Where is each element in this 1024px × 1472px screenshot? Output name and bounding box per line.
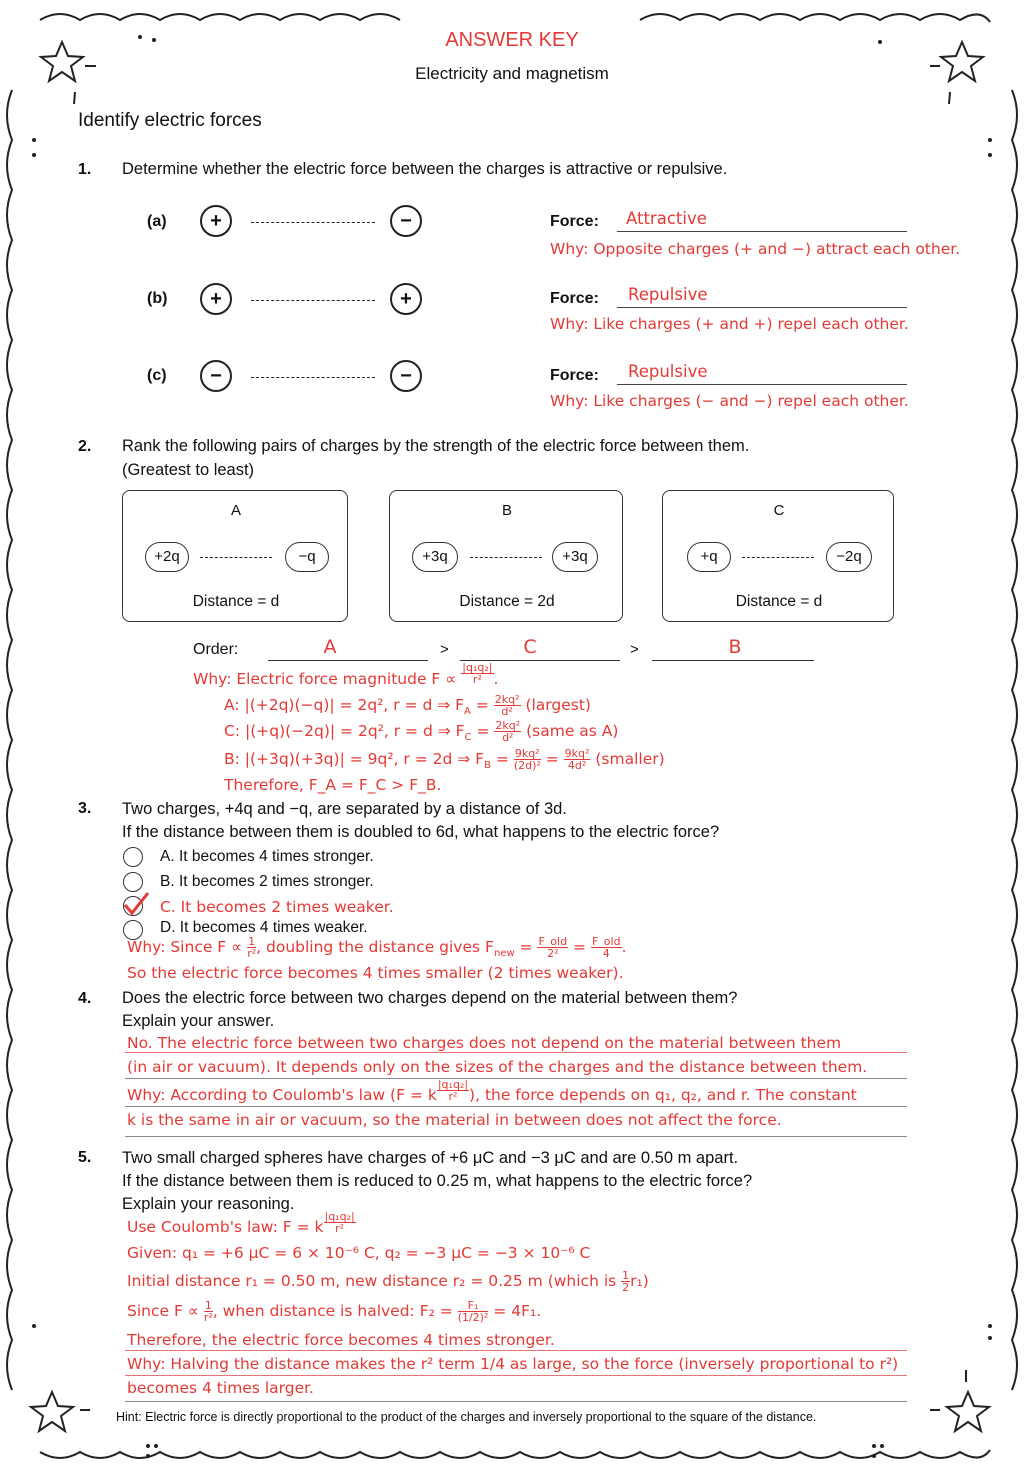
question-2-prompt: Rank the following pairs of charges by the strength of the electric force between them. (122, 437, 750, 455)
order-answer-1: A (323, 636, 337, 658)
q4-answer-3: Why: According to Coulomb's law (F = k $\frac{\text{|q₁q₂|}}{\text{r²}}$ ), the force depends on q₁, q₂, and r. The constant (127, 1078, 857, 1104)
greater-than-1: > (440, 641, 449, 658)
force-label-a: Force: (550, 213, 599, 230)
force-answer-c: Repulsive (628, 362, 708, 381)
pair-b-left-charge: +3q (412, 542, 458, 572)
why-c: Why: Like charges (− and −) repel each other. (550, 392, 909, 410)
q4-answer-1: No. The electric force between two charges does not depend on the material between them (127, 1034, 842, 1052)
pair-c-title: C (773, 502, 785, 519)
q5-line-1: Use Coulomb's law: F = k $\frac{\text{|q₁q₂|}}{\text{r²}}$ (127, 1210, 355, 1236)
question-3-prompt: Two charges, +4q and −q, are separated by a distance of 3d. (122, 800, 567, 818)
force-answer-b: Repulsive (628, 285, 708, 304)
question-2-number: 2. (78, 438, 92, 455)
option-c-text: C. It becomes 2 times weaker. (160, 898, 394, 916)
answer-line-b (617, 307, 907, 308)
pair-c-left-charge: +q (687, 542, 731, 572)
checkmark-icon (120, 890, 150, 918)
q3-why-2: So the electric force becomes 4 times smaller (2 times weaker). (127, 964, 624, 982)
charge-c-left: − (200, 360, 232, 392)
q2-line-c: C: |(+q)(−2q)| = 2q², r = d ⇒ $F_C$ = $\frac{\text{2kq²}}{\text{d²}}$ (same as A) (224, 719, 619, 744)
worksheet-subtitle: Electricity and magnetism (415, 64, 609, 83)
pair-b-right-charge: +3q (552, 542, 598, 572)
item-c-label: (c) (147, 367, 167, 384)
q3-why: Why: Since F ∝ $\frac{1}{\text{r²}}$ , doubling the distance gives $F_{new}$ = $\frac{\text{F\_old}}{\text{2²}}$ = $\frac{\text{F\_old}}{4}$ . (127, 935, 627, 960)
order-label: Order: (193, 641, 239, 658)
answer-line (125, 1078, 907, 1079)
option-d-text: D. It becomes 4 times weaker. (160, 919, 368, 936)
charge-a-left: + (200, 205, 232, 237)
q5-line-2: Given: q₁ = +6 μC = 6 × 10⁻⁶ C, q₂ = −3 μC = −3 × 10⁻⁶ C (127, 1244, 591, 1262)
why-b: Why: Like charges (+ and +) repel each other. (550, 315, 909, 333)
q5-line-5: Therefore, the electric force becomes 4 times stronger. (127, 1331, 555, 1349)
answer-line (125, 1350, 907, 1351)
q5-line-6: Why: Halving the distance makes the r² term 1/4 as large, so the force (inversely proportional to r²) (127, 1355, 899, 1373)
answer-line (125, 1136, 907, 1137)
charge-b-left: + (200, 283, 232, 315)
q5-line-3: Initial distance r₁ = 0.50 m, new distance r₂ = 0.25 m (which is $\frac{1}{2}$ r₁) (127, 1269, 649, 1294)
question-3-number: 3. (78, 800, 92, 817)
q5-line-4: Since F ∝ $\frac{1}{\text{r²}}$ , when distance is halved: F₂ = $\frac{\text{F₁}}{\text{(1/2)²}}$ = 4F₁. (127, 1299, 542, 1324)
pair-a-title: A (230, 502, 241, 519)
section-title: Identify electric forces (78, 110, 262, 131)
question-4-number: 4. (78, 990, 92, 1007)
charge-b-right: + (390, 283, 422, 315)
q2-line-b: B: |(+3q)(+3q)| = 9q², r = 2d ⇒ $F_B$ = $\frac{\text{9kq²}}{\text{(2d)²}}$ = $\frac{\text{9kq²}}{\text{4d²}}$ (smaller) (224, 747, 665, 772)
question-5-prompt: Two small charged spheres have charges of +6 μC and −3 μC and are 0.50 m apart. (122, 1149, 739, 1167)
answer-line (125, 1052, 907, 1053)
pair-b-distance: Distance = 2d (459, 593, 555, 610)
answer-line (125, 1375, 907, 1376)
question-5-subprompt-2: Explain your reasoning. (122, 1195, 295, 1213)
q4-answer-2: (in air or vacuum). It depends only on the sizes of the charges and the distance between them. (127, 1058, 868, 1076)
dashed-connector (251, 222, 375, 223)
q5-line-7: becomes 4 times larger. (127, 1379, 314, 1397)
answer-line-c (617, 384, 907, 385)
charge-a-right: − (390, 205, 422, 237)
force-answer-a: Attractive (626, 209, 707, 228)
answer-line-a (617, 231, 907, 232)
question-1-number: 1. (78, 161, 92, 178)
answer-line (125, 1401, 907, 1402)
q4-answer-4: k is the same in air or vacuum, so the material in between does not affect the force. (127, 1111, 782, 1129)
dashed-connector (251, 377, 375, 378)
charge-c-right: − (390, 360, 422, 392)
dashed-connector (251, 300, 375, 301)
hint-text: Hint: Electric force is directly proportional to the product of the charges and inversely proportional to the square of the distance. (116, 1410, 817, 1424)
q2-therefore: Therefore, F_A = F_C > F_B. (224, 776, 442, 794)
answer-key-title: ANSWER KEY (445, 29, 579, 51)
option-b-radio[interactable] (123, 872, 143, 892)
dashed-connector (470, 557, 542, 558)
option-a-radio[interactable] (123, 847, 143, 867)
pair-c-right-charge: −2q (826, 542, 872, 572)
pair-a-right-charge: −q (285, 542, 329, 572)
force-label-c: Force: (550, 367, 599, 384)
order-answer-3: B (728, 636, 742, 658)
dashed-connector (742, 557, 814, 558)
question-3-subprompt: If the distance between them is doubled to 6d, what happens to the electric force? (122, 823, 720, 841)
question-4-subprompt: Explain your answer. (122, 1012, 275, 1030)
q2-why: Why: Electric force magnitude F ∝ $\frac{\text{|q₁q₂|}}{\text{r²}}$ . (193, 661, 499, 688)
question-1-prompt: Determine whether the electric force between the charges is attractive or repulsive. (122, 160, 728, 178)
q2-line-a: A: |(+2q)(−q)| = 2q², r = d ⇒ $F_A$ = $\frac{\text{2kq²}}{\text{d²}}$ (largest) (224, 693, 591, 718)
order-answer-2: C (523, 636, 537, 658)
question-4-prompt: Does the electric force between two charges depend on the material between them? (122, 989, 738, 1007)
option-b-text: B. It becomes 2 times stronger. (160, 873, 374, 890)
option-a-text: A. It becomes 4 times stronger. (160, 848, 374, 865)
dashed-connector (200, 557, 272, 558)
answer-line (125, 1106, 907, 1107)
question-2-subprompt: (Greatest to least) (122, 461, 255, 479)
order-blank-3 (652, 660, 814, 661)
question-5-number: 5. (78, 1149, 92, 1166)
order-blank-1 (268, 660, 428, 661)
item-b-label: (b) (147, 290, 168, 307)
why-a: Why: Opposite charges (+ and −) attract each other. (550, 240, 961, 258)
pair-c-distance: Distance = d (735, 593, 823, 610)
pair-a-left-charge: +2q (145, 542, 189, 572)
force-label-b: Force: (550, 290, 599, 307)
pair-a-distance: Distance = d (192, 593, 280, 610)
pair-b-title: B (501, 502, 512, 519)
greater-than-2: > (630, 641, 639, 658)
item-a-label: (a) (147, 213, 167, 230)
question-5-subprompt: If the distance between them is reduced to 0.25 m, what happens to the electric force? (122, 1172, 753, 1190)
